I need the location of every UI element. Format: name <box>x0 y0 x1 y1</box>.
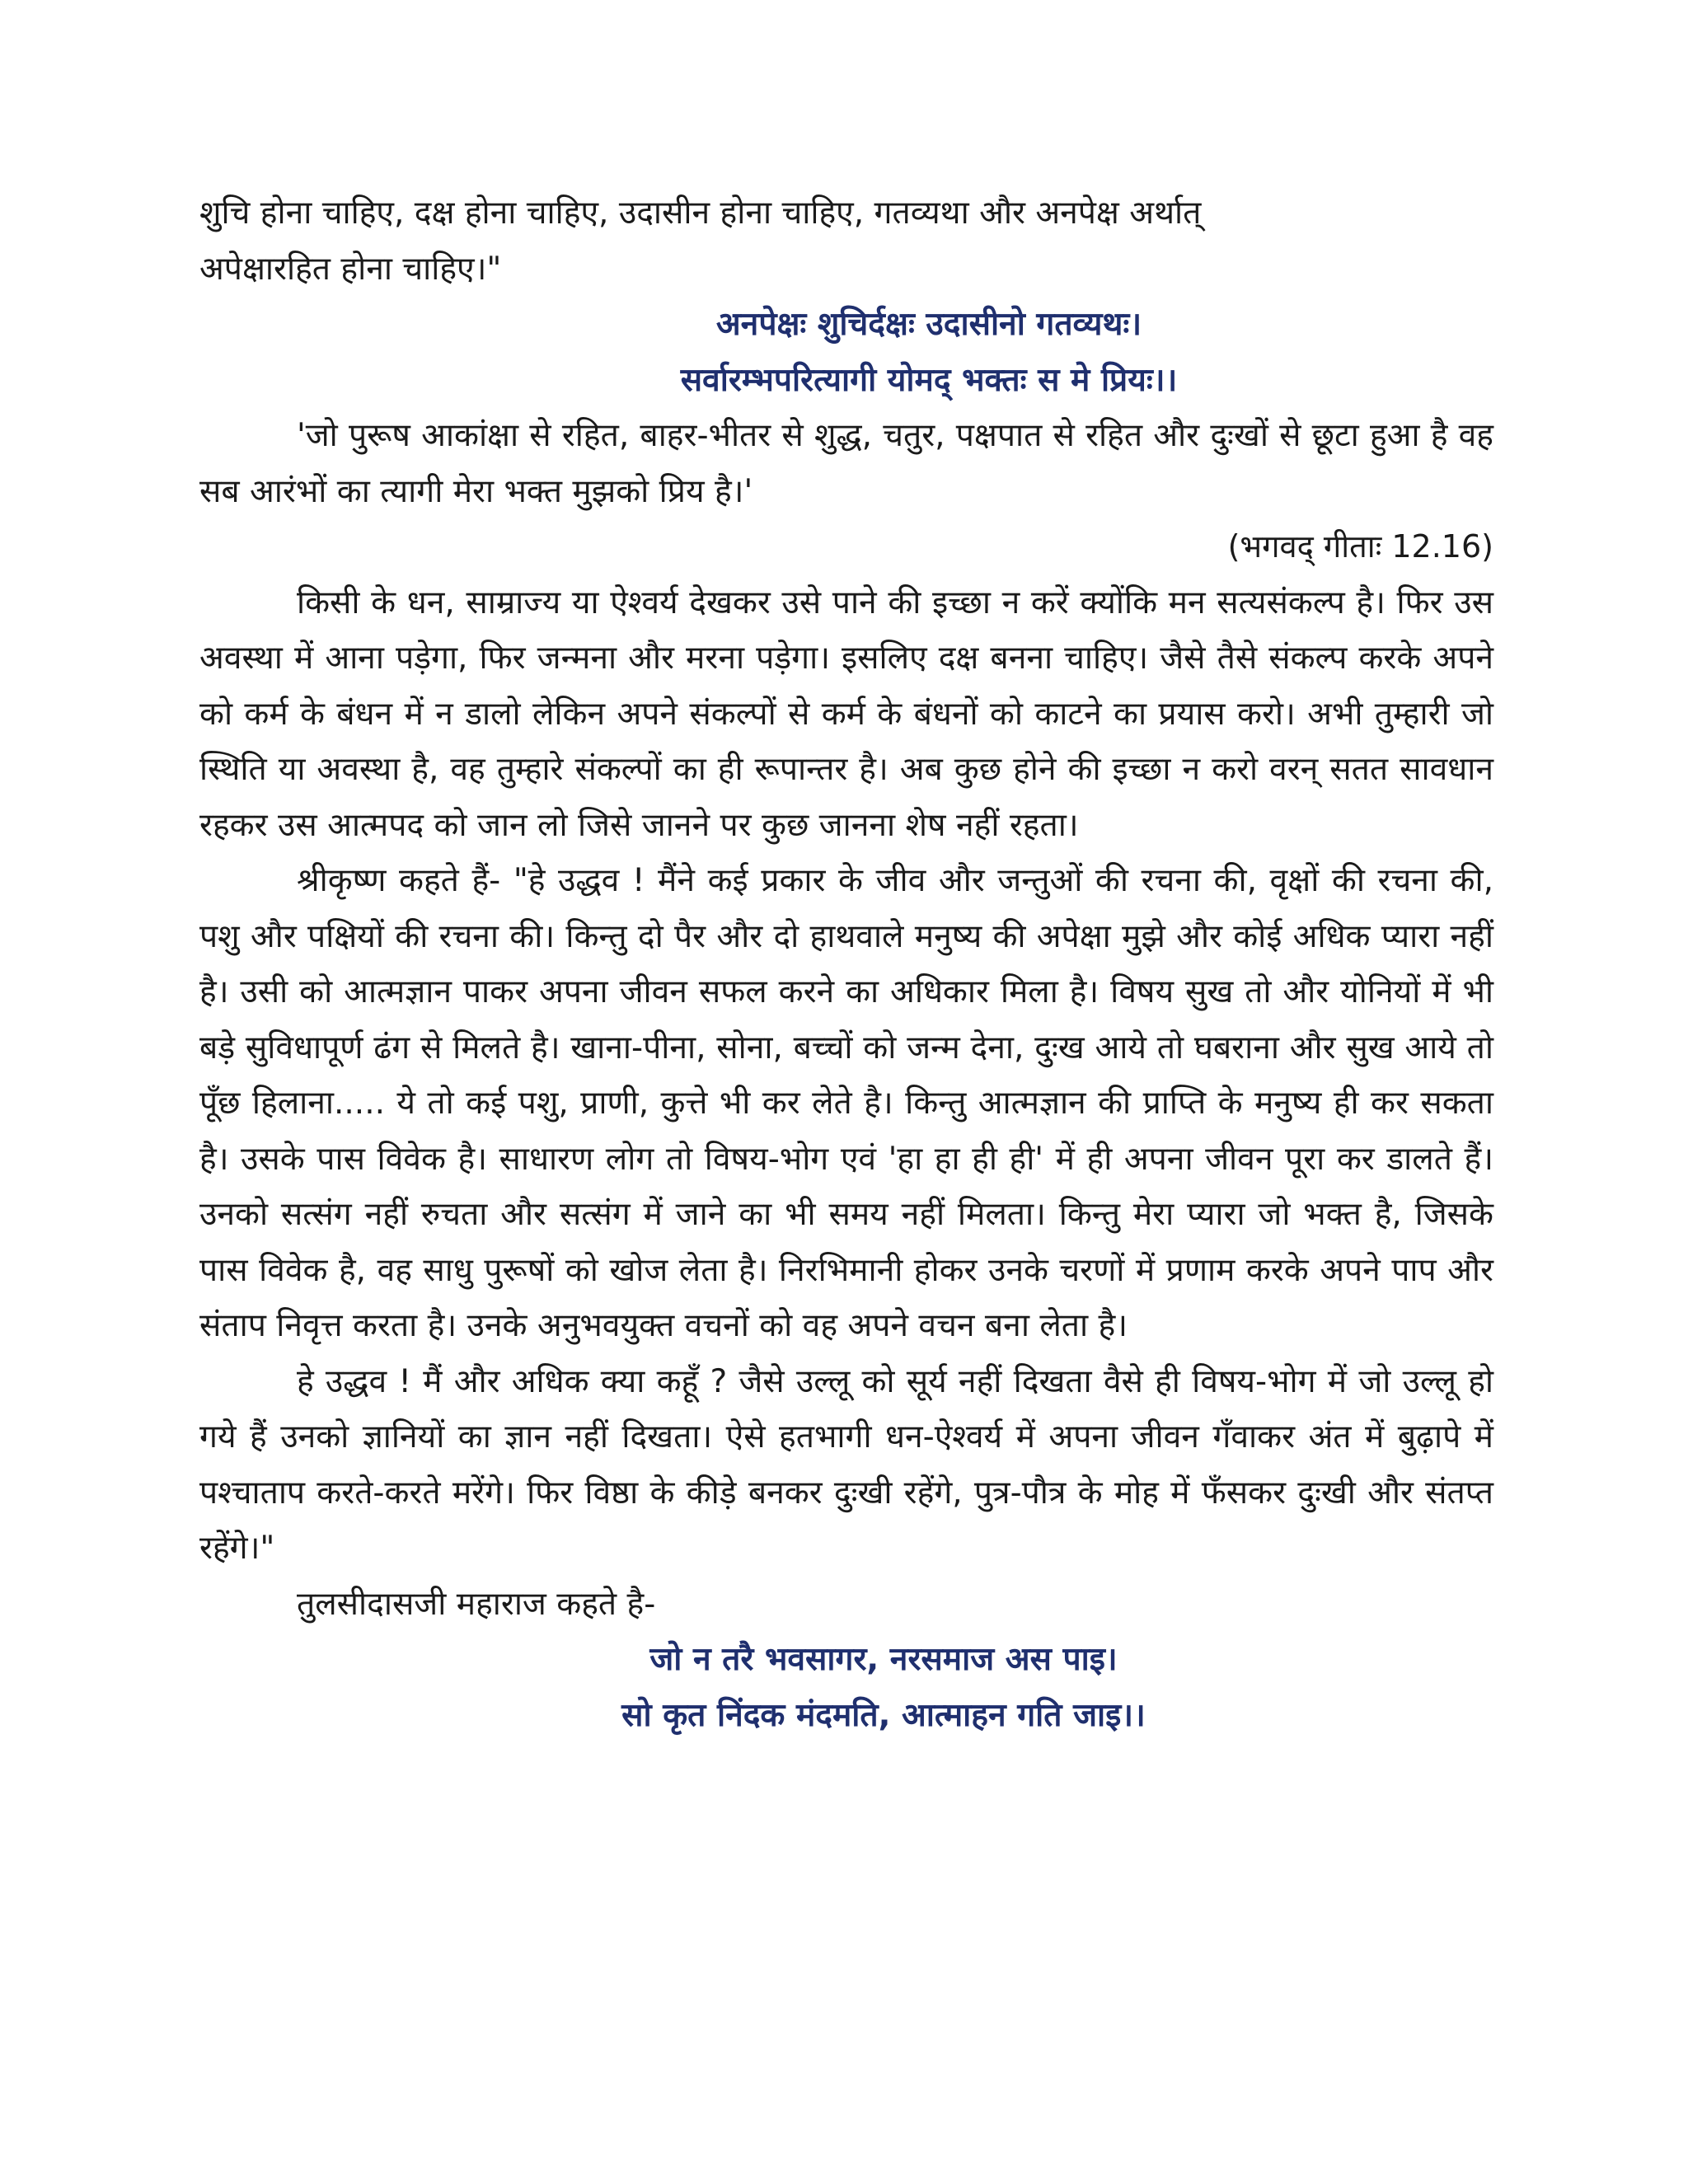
tulsi-intro: तुलसीदासजी महाराज कहते है- <box>297 1585 656 1623</box>
intro-line-2: अपेक्षारहित होना चाहिए।" <box>199 250 502 288</box>
body-paragraph-1: किसी के धन, साम्राज्य या ऐश्वर्य देखकर उसे पाने की इच्छा न करें क्योंकि मन सत्यसंकल्प है। फिर उस अवस्था में आना पड़ेगा, फिर जन्मना और मरना पड़ेगा। इसलिए दक्ष बनना चाहिए। जैसे तैसे संकल्प करके अपने को कर्म के बंधन में न डालो लेकिन अपने संकल्पों से कर्म के बंधनों को काटने का प्रयास करो। अभी तुम्हारी जो स्थिति या अवस्था है, वह तुम्हारे संकल्पों का ही रूपान्तर है। अब कुछ होने की इच्छा न करो वरन् सतत सावधान रहकर उस आत्मपद को जान लो जिसे जानने पर कुछ जानना शेष नहीं रहता। <box>199 583 1493 844</box>
document-page <box>199 185 1493 1743</box>
intro-line-1: शुचि होना चाहिए, दक्ष होना चाहिए, उदासीन होना चाहिए, गतव्यथा और अनपेक्ष अर्थात् <box>199 194 1202 232</box>
body-paragraph-2: श्रीकृष्ण कहते हैं- "हे उद्धव ! मैंने कई प्रकार के जीव और जन्तुओं की रचना की, वृक्षों की रचना की, पशु और पक्षियों की रचना की। किन्तु दो पैर और दो हाथवाले मनुष्य की अपेक्षा मुझे और कोई अधिक प्यारा नहीं है। उसी को आत्मज्ञान पाकर अपना जीवन सफल करने का अधिकार मिला है। विषय सुख तो और योनियों में भी बड़े सुविधापूर्ण ढंग से मिलते है। खाना-पीना, सोना, बच्चों को जन्म देना, दुःख आये तो घबराना और सुख आये तो पूँछ हिलाना..... ये तो कई पशु, प्राणी, कुत्ते भी कर लेते है। किन्तु आत्मज्ञान की प्राप्ति के मनुष्य ही कर सकता है। उसके पास विवेक है। साधारण लोग तो विषय-भोग एवं 'हा हा ही ही' में ही अपना जीवन पूरा कर डालते हैं। उनको सत्संग नहीं रुचता और सत्संग में जाने का भी समय नहीं मिलता। किन्तु मेरा प्यारा जो भक्त है, जिसके पास विवेक है, वह साधु पुरूषों को खोज लेता है। निरभिमानी होकर उनके चरणों में प्रणाम करके अपने पाप और संताप निवृत्त करता है। उनके अनुभवयुक्त वचनों को वह अपने वचन बना लेता है। <box>199 862 1493 1344</box>
tulsi-verse-line-2: सो कृत निंदक मंदमति, आत्माहन गति जाइ।। <box>621 1696 1146 1734</box>
gita-citation: (भगवद् गीताः 12.16) <box>1227 528 1493 565</box>
body-paragraph-3: हे उद्धव ! मैं और अधिक क्या कहूँ ? जैसे उल्लू को सूर्य नहीं दिखता वैसे ही विषय-भोग में जो उल्लू हो गये हैं उनको ज्ञानियों का ज्ञान नहीं दिखता। ऐसे हतभागी धन-ऐश्वर्य में अपना जीवन गँवाकर अंत में बुढ़ापे में पश्चाताप करते-करते मरेंगे। फिर विष्ठा के कीड़े बनकर दुःखी रहेंगे, पुत्र-पौत्र के मोह में फँसकर दुःखी और संतप्त रहेंगे।" <box>199 1362 1493 1567</box>
tulsi-verse-line-1: जो न तरै भवसागर, नरसमाज अस पाइ। <box>649 1641 1118 1678</box>
gita-verse-line-1: अनपेक्षः शुचिर्दक्षः उदासीनो गतव्यथः। <box>715 306 1142 343</box>
gita-translation: 'जो पुरूष आकांक्षा से रहित, बाहर-भीतर से शुद्ध, चतुर, पक्षपात से रहित और दुःखों से छूटा हुआ है वह सब आरंभों का त्यागी मेरा भक्त मुझको प्रिय है।' <box>199 417 1493 510</box>
gita-verse-line-2: सर्वारम्भपरित्यागी योमद् भक्तः स मे प्रियः।। <box>680 361 1178 399</box>
